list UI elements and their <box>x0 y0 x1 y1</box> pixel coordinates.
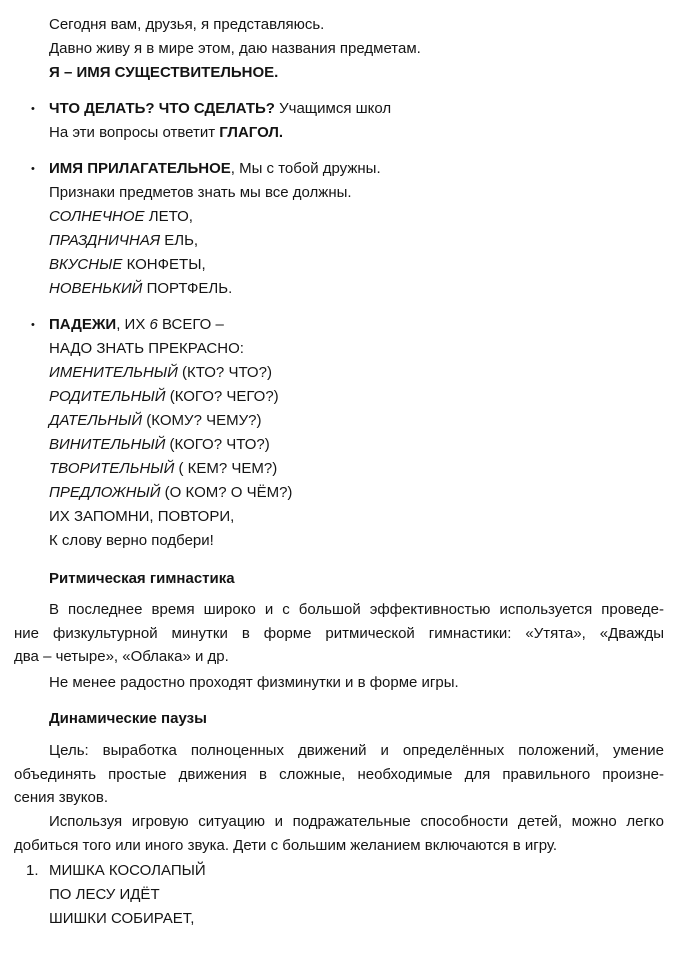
section-heading-rhythmic: Ритмическая гимнастика <box>49 570 235 587</box>
adjective-example <box>49 232 198 250</box>
example-noun: КОНФЕТЫ, <box>122 256 206 273</box>
list-item: МИШКА КОСОЛАПЫЙ <box>49 862 206 879</box>
case-question: (О КОМ? О ЧЁМ?) <box>160 484 293 501</box>
example-adj: ПРАЗДНИЧНАЯ <box>49 232 161 249</box>
case-question: (КТО? ЧТО?) <box>177 364 272 381</box>
cases-rest2: ВСЕГО – <box>157 316 224 333</box>
bullet-glagol-line <box>49 100 391 118</box>
cases-line2: НАДО ЗНАТЬ ПРЕКРАСНО: <box>49 340 244 357</box>
adjective-example <box>49 208 193 226</box>
cases-rest1: , ИХ <box>116 316 150 333</box>
case-name: ВИНИТЕЛЬНЫЙ <box>49 436 166 453</box>
paragraph-line: Цель: выработка полноценных движений и определённых положений, умение <box>49 742 664 759</box>
bullet-marker: • <box>31 319 35 331</box>
rhythmic-paragraph-1 <box>14 598 664 669</box>
example-noun: ЛЕТО, <box>144 208 193 225</box>
bullet-marker: • <box>31 163 35 175</box>
case-question: (КОМУ? ЧЕМУ?) <box>142 412 262 429</box>
list-number: 1. <box>26 862 39 879</box>
case-question: (КОГО? ЧТО?) <box>165 436 270 453</box>
example-adj: ВКУСНЫЕ <box>49 256 123 273</box>
case-name: ИМЕНИТЕЛЬНЫЙ <box>49 364 178 381</box>
bullet-glagol-line2 <box>49 124 283 142</box>
case-name: ПРЕДЛОЖНЫЙ <box>49 484 161 501</box>
bullet-glagol-rest: Учащимся школ <box>274 100 392 117</box>
case-name: ТВОРИТЕЛЬНЫЙ <box>49 460 175 477</box>
dynamic-paragraph-2 <box>14 810 664 857</box>
paragraph-line: объединять простые движения в сложные, необходимые для правильного произне- <box>14 765 664 783</box>
case-item <box>49 388 279 406</box>
poem-line: Сегодня вам, друзья, я представляюсь. <box>49 16 325 33</box>
case-item <box>49 412 261 430</box>
bullet-adjective-bold: ИМЯ ПРИЛАГАТЕЛЬНОЕ <box>49 160 231 177</box>
case-question: (КОГО? ЧЕГО?) <box>165 388 279 405</box>
bullet-adjective-line <box>49 160 381 178</box>
case-item <box>49 484 292 502</box>
poem-line-noun: Я – ИМЯ СУЩЕСТВИТЕЛЬНОЕ. <box>49 64 279 81</box>
case-question: ( КЕМ? ЧЕМ?) <box>174 460 278 477</box>
example-adj: НОВЕНЬКИЙ <box>49 280 143 297</box>
example-noun: ЕЛЬ, <box>160 232 199 249</box>
paragraph-line: два – четыре», «Облака» и др. <box>14 648 229 666</box>
example-adj: СОЛНЕЧНОЕ <box>49 208 145 225</box>
paragraph-line: ние физкультурной минутки в форме ритмической гимнастики: «Утята», «Дважды <box>14 624 664 642</box>
adjective-example <box>49 256 206 274</box>
rhythmic-paragraph-2: Не менее радостно проходят физминутки и в форме игры. <box>49 674 459 691</box>
paragraph-line: сения звуков. <box>14 789 109 807</box>
cases-count: 6 <box>149 316 158 333</box>
glagol-word: ГЛАГОЛ. <box>219 124 284 141</box>
case-name: ДАТЕЛЬНЫЙ <box>49 412 143 429</box>
bullet-cases-line <box>49 316 224 334</box>
bullet-adjective-rest: , Мы с тобой дружны. <box>230 160 381 177</box>
list-item: ШИШКИ СОБИРАЕТ, <box>49 910 195 927</box>
adjective-line2: Признаки предметов знать мы все должны. <box>49 184 352 201</box>
example-noun: ПОРТФЕЛЬ. <box>142 280 233 297</box>
list-item: ПО ЛЕСУ ИДЁТ <box>49 886 160 903</box>
case-item <box>49 364 272 382</box>
poem-line: Давно живу я в мире этом, даю названия предметам. <box>49 40 421 57</box>
case-name: РОДИТЕЛЬНЫЙ <box>49 388 166 405</box>
section-heading-dynamic: Динамические паузы <box>49 710 207 727</box>
paragraph-line: В последнее время широко и с большой эффективностью используется проведе- <box>49 601 664 618</box>
text: На эти вопросы ответит <box>49 124 220 141</box>
case-item <box>49 460 277 478</box>
dynamic-paragraph-1 <box>14 739 664 810</box>
bullet-marker: • <box>31 103 35 115</box>
cases-outro2: К слову верно подбери! <box>49 532 214 549</box>
cases-outro1: ИХ ЗАПОМНИ, ПОВТОРИ, <box>49 508 235 525</box>
adjective-example <box>49 280 232 298</box>
bullet-cases-bold: ПАДЕЖИ <box>49 316 117 333</box>
paragraph-line: добиться того или иного звука. Дети с большим желанием включаются в игру. <box>14 836 558 854</box>
bullet-glagol-bold: ЧТО ДЕЛАТЬ? ЧТО СДЕЛАТЬ? <box>49 100 275 117</box>
case-item <box>49 436 270 454</box>
paragraph-line: Используя игровую ситуацию и подражательные способности детей, можно легко <box>49 813 664 830</box>
